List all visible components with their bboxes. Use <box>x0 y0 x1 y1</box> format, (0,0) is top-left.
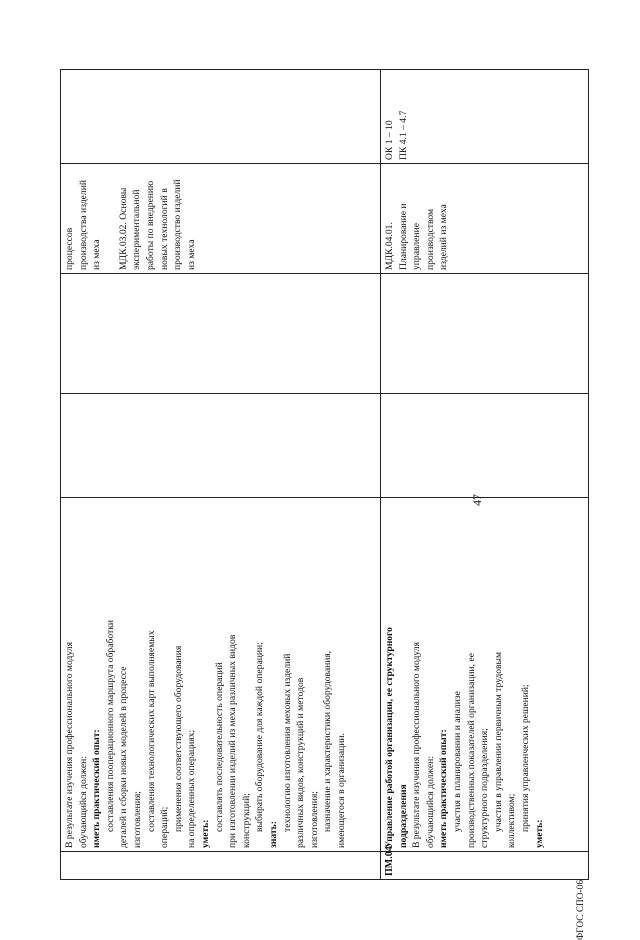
requirement-line: имеющегося в организации. <box>335 733 347 848</box>
requirement-line: операций; <box>159 806 171 848</box>
mdk-line: производством <box>424 208 436 270</box>
requirement-line: технологию изготовления меховых изделий <box>281 653 293 832</box>
requirement-line: составления пооперационного маршрута обработки <box>104 620 116 832</box>
mdk-line: производства изделий <box>77 180 89 270</box>
module-code: ПМ.04 <box>384 846 395 876</box>
requirement-line: составлять последовательность операций <box>213 662 225 832</box>
requirement-line: при изготовлении изделий из меха различных видов <box>227 634 239 848</box>
requirement-line: знать: <box>267 821 279 848</box>
spacer <box>104 167 117 270</box>
requirement-line: В результате изучения профессионального модуля <box>64 642 75 848</box>
rotated-page <box>60 70 600 940</box>
mdk-cell <box>381 164 589 274</box>
requirement-line: Управление работой организации, ее структурного <box>384 627 395 848</box>
requirement-line: назначение и характеристики оборудования, <box>322 650 334 832</box>
requirement-line: иметь практический опыт: <box>438 729 450 848</box>
hours-total-cell <box>381 394 589 498</box>
competencies-cell <box>381 70 589 164</box>
table-row <box>61 70 381 880</box>
mdk-line: из меха <box>185 239 197 270</box>
requirement-line: участия в управлении первичным трудовым <box>492 651 504 832</box>
requirement-line: производственных показателей организации, ее <box>465 653 477 848</box>
hours-total-cell <box>61 394 381 498</box>
requirement-line: изготовления; <box>308 791 320 848</box>
mdk-line: новых технологий в <box>158 188 170 270</box>
requirement-line: структурного подразделения; <box>479 728 491 848</box>
competency-line: ПК 4.1 – 4.7 <box>397 110 409 160</box>
competencies-cell <box>61 70 381 164</box>
mdk-line: процессов <box>64 227 75 270</box>
requirements-cell <box>61 498 381 852</box>
requirement-line: коллективом; <box>506 793 518 848</box>
requirements-cell <box>381 498 589 852</box>
requirement-line: иметь практический опыт: <box>91 729 103 848</box>
module-code-cell <box>381 846 589 880</box>
requirement-line: выбирать оборудование для каждой операции; <box>254 642 266 832</box>
requirement-line: на определенных операциях; <box>186 729 198 848</box>
requirement-line: деталей и сборки новых моделей в процессе <box>118 666 130 848</box>
standard-table <box>60 69 589 880</box>
mdk-line: МДК.04.01. <box>384 222 395 270</box>
hours-part-cell <box>381 274 589 394</box>
requirement-line: уметь: <box>533 819 545 848</box>
mdk-line: изделий из меха <box>438 204 450 270</box>
requirement-line: различных видов, конструкций и методов <box>295 677 307 848</box>
requirement-line: участия в планировании и анализе <box>451 691 463 832</box>
page-number: 47 <box>470 494 484 506</box>
footer-label: ФГОС СПО-06 <box>575 879 585 940</box>
mdk-line: производство изделий <box>172 179 184 270</box>
mdk-line: МДК.03.02. Основы <box>117 187 129 270</box>
requirement-line: конструкций; <box>240 793 252 848</box>
requirement-line: обучающийся должен: <box>77 756 89 848</box>
mdk-cell <box>61 164 381 274</box>
requirement-line: уметь: <box>199 819 211 848</box>
mdk-line: экспериментальной <box>131 189 143 270</box>
mdk-line: из меха <box>91 239 103 270</box>
mdk-line: Планирование и <box>397 203 409 270</box>
module-code-cell <box>61 852 381 880</box>
requirement-line: принятия управленческих решений; <box>519 684 531 832</box>
mdk-line: работы по внедрению <box>144 180 156 270</box>
mdk-line: управление <box>411 223 423 270</box>
requirement-line: изготовления; <box>131 791 143 848</box>
requirement-line: обучающийся должен: <box>424 756 436 848</box>
requirement-line: подразделения <box>397 784 409 848</box>
requirement-line: составления технологических карт выполняемых <box>145 630 157 832</box>
competency-line: ОК 1 – 10 <box>384 120 395 160</box>
requirement-line: применения соответствующего оборудования <box>172 645 184 832</box>
requirement-line: В результате изучения профессионального модуля <box>411 642 423 848</box>
hours-part-cell <box>61 274 381 394</box>
table-row <box>381 70 589 880</box>
